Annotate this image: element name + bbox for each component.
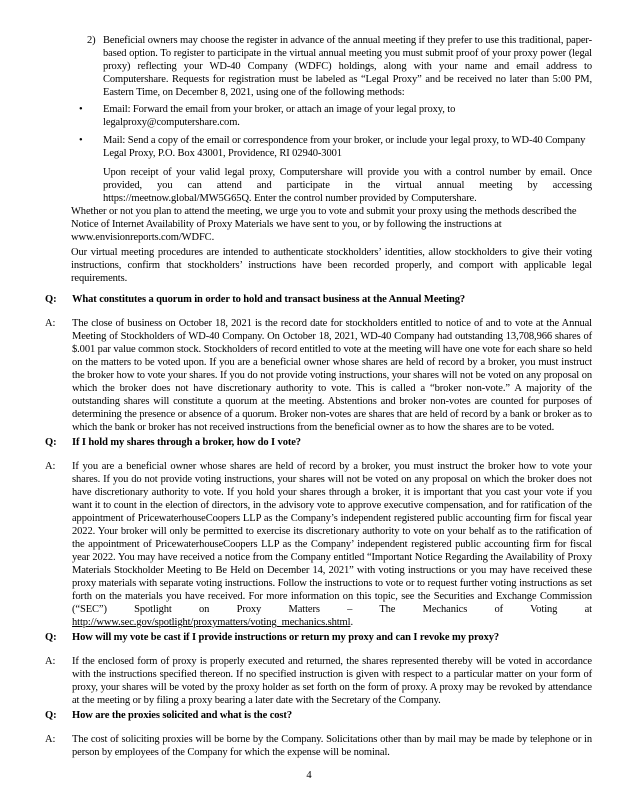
answer-solicitation-cost-text: The cost of soliciting proxies will be borne by the Company. Solicitations other than by mail may be made by telephone or in person by employees of the Company for which the expense will be nominal. (72, 734, 592, 758)
question-solicitation-cost (45, 709, 592, 722)
answer-solicitation-cost (45, 733, 592, 759)
bullet-icon: • (79, 135, 83, 146)
page-number: 4 (306, 770, 312, 781)
answer-label: A: (45, 461, 56, 472)
question-label: Q: (45, 294, 57, 305)
virtual-procedures-paragraph: Our virtual meeting procedures are intended to authenticate stockholders’ identities, allow stockholders to give their voting instructions, confirm that stockholders’ instructions have been recorded properly, and comport with applicable legal requirements. (71, 247, 592, 284)
answer-label: A: (45, 318, 56, 329)
answer-broker-voting-body: If you are a beneficial owner whose shares are held of record by a broker, you must instruct the broker how to vote your shares. If you do not provide voting instructions, your shares will not be voted on any proposal on which the broker does not have discretionary authority to vote. If you hold your shares through a broker, it is important that you cast your vote if you want it to count in the election of directors, in the advisory vote to approve executive compensation, and for ratification of the appointment of PricewaterhouseCoopers LLP as the Company’s independent registered public accounting firm for fiscal year 2022. Your broker will only be permitted to exercise its discretionary authority to vote on your behalf as to the ratification of the appointment of PricewaterhouseCoopers LLP as the Company’ independent registered public accounting firm for fiscal year 2022. You may have received a notice from the Company entitled “Important Notice Regarding the Availability of Proxy Materials Stockholder Meeting to Be Held on December 14, 2021” with voting instructions or you may have received these proxy materials with separate voting instructions. Follow the instructions to vote or to request further voting instructions as set forth on the materials you have received. For more information on this topic, see the Securities and Exchange Commission (“SEC”) Spotlight on Proxy Matters – The Mechanics of Voting at (72, 461, 592, 615)
answer-quorum-text: The close of business on October 18, 2021 is the record date for stockholders entitled to notice of and to vote at the Annual Meeting of Stockholders of WD-40 Company. On October 18, 2021, WD-40 Company had outstanding 13,708,966 shares of $.001 par value common stock. Stockholders of record entitled to vote at the meeting will have one vote for each share so held on the matters to be voted upon. If you are a beneficial owner whose shares are held of record by a broker, you must instruct the broker how to vote your shares. If you do not provide voting instructions, your shares will not be voted on any proposal on which the broker does not have discretionary authority to vote. This is called a “broker non-vote.” A majority of the outstanding shares will constitute a quorum at the meeting. Abstentions and broker non-votes are counted for purposes of determining the presence or absence of a quorum. Broker non-votes are shares that are held of record by a bank or broker as to which the bank or broker has not received instructions from the beneficial owner as to how the shares are to be voted. (72, 318, 592, 433)
mail-option-text: Mail: Send a copy of the email or correspondence from your broker, or include your legal proxy, to WD-40 Company Legal Proxy, P.O. Box 43001, Providence, RI 02940-3001 (103, 135, 586, 159)
list-number-marker: 2) (87, 35, 96, 46)
sec-voting-mechanics-link[interactable]: http://www.sec.gov/spotlight/proxymatters/voting_mechanics.shtml (72, 617, 351, 628)
bullet-icon: • (79, 104, 83, 115)
answer-label: A: (45, 734, 56, 745)
question-broker-voting-text: If I hold my shares through a broker, how do I vote? (72, 437, 301, 448)
answer-broker-voting (45, 460, 592, 629)
registration-instructions-text: Beneficial owners may choose the register in advance of the annual meeting if they prefer to use this traditional, paper-based option. To register to participate in the virtual annual meeting you must submit proof of your proxy power (legal proxy) reflecting your WD-40 Company (WDFC) holdings, along with your name and email address to Computershare. Requests for registration must be labeled as “Legal Proxy” and be received no later than 5:00 PM, Eastern Time, on December 8, 2021, using one of the following methods: (103, 35, 592, 98)
bullet-email-option (79, 103, 592, 129)
question-vote-cast (45, 631, 592, 644)
answer-broker-voting-text (72, 460, 592, 629)
question-quorum (45, 293, 592, 306)
control-number-paragraph: Upon receipt of your valid legal proxy, Computershare will provide you with a control number by email. Once provided, you can attend and participate in the virtual annual meeting by accessing https://meetnow.global/MW5G65Q. Enter the control number provided by Computershare. (103, 167, 592, 204)
question-label: Q: (45, 632, 57, 643)
answer-vote-cast (45, 655, 592, 707)
answer-vote-cast-text: If the enclosed form of proxy is properly executed and returned, the shares represented thereby will be voted in accordance with the instructions specified thereon. If no specified instruction is given with respect to a particular matter on your form of proxy, your shares will be voted by the proxy holder as set forth on the form of proxy. A proxy may be revoked by attendance at the meeting or by filing a proxy bearing a later date with the Secretary of the Company. (72, 656, 592, 706)
bullet-mail-option (79, 134, 592, 160)
email-option-text: Email: Forward the email from your broker, or attach an image of your legal proxy, to legalproxy@computershare.com. (103, 104, 456, 128)
question-vote-cast-text: How will my vote be cast if I provide instructions or return my proxy and can I revoke my proxy? (72, 632, 500, 643)
question-quorum-text: What constitutes a quorum in order to hold and transact business at the Annual Meeting? (72, 294, 466, 305)
question-solicitation-cost-text: How are the proxies solicited and what is the cost? (72, 710, 292, 721)
list-item-register-by-mail (87, 34, 592, 99)
question-broker-voting (45, 436, 592, 449)
answer-broker-voting-period: . (350, 617, 353, 628)
question-label: Q: (45, 437, 57, 448)
question-label: Q: (45, 710, 57, 721)
vote-urging-paragraph: Whether or not you plan to attend the meeting, we urge you to vote and submit your proxy using the methods described the Notice of Internet Availability of Proxy Materials we have sent to you, or by following the instructions at www.envisionreports.com/WDFC. (71, 206, 577, 243)
answer-quorum (45, 317, 592, 434)
answer-label: A: (45, 656, 56, 667)
